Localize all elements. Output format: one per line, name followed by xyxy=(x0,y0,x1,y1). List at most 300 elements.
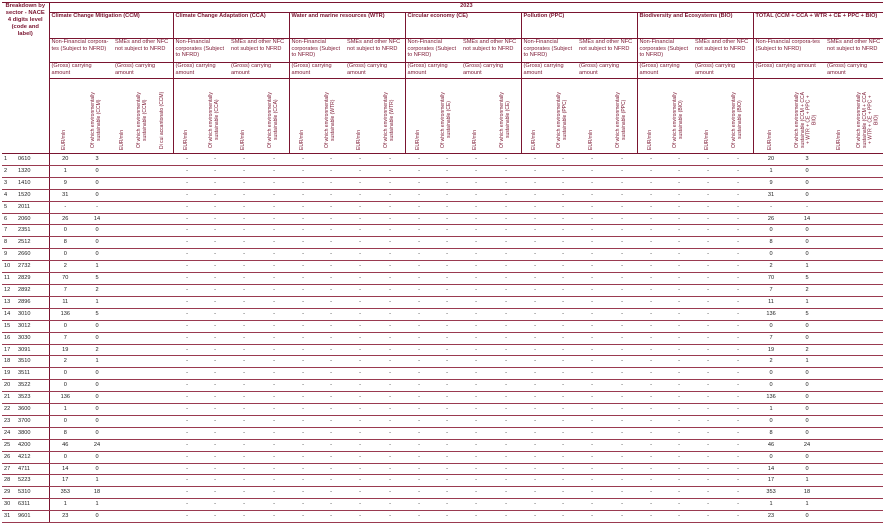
sme-eur: - xyxy=(345,332,375,344)
nfc-sustainable: - xyxy=(665,308,693,320)
sme-sustainable: - xyxy=(259,404,289,416)
sme-sustainable: - xyxy=(607,392,637,404)
nace-code: 2732 xyxy=(16,261,49,273)
sme-eur: - xyxy=(345,487,375,499)
nfc-eur: - xyxy=(173,427,201,439)
ccm-nfc-eur: 136 xyxy=(49,308,81,320)
ccm-sme-eur xyxy=(113,511,133,523)
nfc-sustainable: - xyxy=(201,487,229,499)
row-number: 25 xyxy=(2,439,16,451)
total-sme-sustainable xyxy=(854,284,883,296)
nfc-eur: - xyxy=(521,404,549,416)
ccm-nfc-sustainable: 0 xyxy=(81,320,113,332)
ccm-sme-provision xyxy=(153,404,173,416)
total-nfc-eur: 46 xyxy=(753,439,789,451)
taxonomy-table xyxy=(2,2,883,523)
sme-sustainable: - xyxy=(259,249,289,261)
sme-sustainable: - xyxy=(607,368,637,380)
ccm-sme-sustainable xyxy=(133,261,153,273)
table-body xyxy=(2,154,883,523)
nfc-sustainable: - xyxy=(549,356,577,368)
measure-label: Of which environmentally sustainable (BIO) xyxy=(672,92,685,149)
sme-eur: - xyxy=(229,225,259,237)
sme-eur: - xyxy=(693,177,723,189)
nfc-sustainable: - xyxy=(433,427,461,439)
sme-sustainable: - xyxy=(259,308,289,320)
ccm-nfc-eur: 7 xyxy=(49,332,81,344)
sme-sustainable: - xyxy=(491,261,521,273)
sme-eur: - xyxy=(693,439,723,451)
sme-subheader: SMEs and other NFC not subject to NFRD xyxy=(577,39,637,63)
table-row xyxy=(2,368,883,380)
nfc-eur: - xyxy=(637,356,665,368)
nfc-sustainable: - xyxy=(549,487,577,499)
nfc-sustainable: - xyxy=(201,249,229,261)
sme-eur: - xyxy=(461,237,491,249)
total-sme-eur xyxy=(825,451,854,463)
sme-eur: - xyxy=(229,475,259,487)
nfc-eur: - xyxy=(637,332,665,344)
sme-sustainable: - xyxy=(607,284,637,296)
ccm-sme-eur xyxy=(113,368,133,380)
sme-eur: - xyxy=(461,511,491,523)
nfc-eur: - xyxy=(173,451,201,463)
ccm-nfc-sustainable: 24 xyxy=(81,439,113,451)
nfc-sustainable: - xyxy=(317,177,345,189)
sme-sustainable: - xyxy=(607,487,637,499)
subgroup-row xyxy=(2,39,883,63)
sme-eur: - xyxy=(229,404,259,416)
nfc-sustainable: - xyxy=(201,439,229,451)
total-nfc-sustainable: 0 xyxy=(789,225,825,237)
measure-header xyxy=(461,79,491,154)
nfc-sustainable: - xyxy=(317,225,345,237)
nfc-eur: - xyxy=(289,261,317,273)
nace-code: 3800 xyxy=(16,427,49,439)
ccm-sme-sustainable xyxy=(133,273,153,285)
measure-header xyxy=(49,79,81,154)
nfc-eur: - xyxy=(405,392,433,404)
nfc-sustainable: - xyxy=(201,201,229,213)
sme-sustainable: - xyxy=(375,320,405,332)
nfc-eur: - xyxy=(521,237,549,249)
nfc-eur: - xyxy=(637,499,665,511)
sme-eur: - xyxy=(345,165,375,177)
nfc-sustainable: - xyxy=(201,154,229,166)
nfc-sustainable: - xyxy=(317,487,345,499)
table-row xyxy=(2,475,883,487)
nace-code: 1520 xyxy=(16,189,49,201)
nfc-sustainable: - xyxy=(433,368,461,380)
sme-sustainable: - xyxy=(375,451,405,463)
sme-eur: - xyxy=(693,237,723,249)
ccm-sme-sustainable xyxy=(133,511,153,523)
nfc-sustainable: - xyxy=(665,296,693,308)
sme-eur: - xyxy=(345,213,375,225)
nfc-eur: - xyxy=(405,177,433,189)
total-nfc-eur: 8 xyxy=(753,427,789,439)
total-sme-eur xyxy=(825,249,854,261)
measure-label: EUR/mln xyxy=(415,130,422,151)
sme-eur: - xyxy=(577,380,607,392)
ccm-sme-sustainable xyxy=(133,296,153,308)
sme-eur: - xyxy=(693,368,723,380)
ccm-nfc-sustainable: 1 xyxy=(81,261,113,273)
sme-sustainable: - xyxy=(259,356,289,368)
table-row xyxy=(2,296,883,308)
nfc-subheader: Non-Financial corporates (Subject to NFRD) xyxy=(289,39,345,63)
nfc-eur: - xyxy=(289,344,317,356)
amount-header: (Gross) carrying amount xyxy=(49,63,113,79)
nfc-sustainable: - xyxy=(665,273,693,285)
sme-eur: - xyxy=(693,273,723,285)
nfc-eur: - xyxy=(289,463,317,475)
nfc-eur: - xyxy=(173,511,201,523)
total-nfc-sustainable: 0 xyxy=(789,511,825,523)
sme-sustainable: - xyxy=(723,189,753,201)
sme-sustainable: - xyxy=(723,225,753,237)
nfc-sustainable: - xyxy=(665,427,693,439)
ccm-sme-eur xyxy=(113,427,133,439)
total-sme-sustainable xyxy=(854,249,883,261)
nfc-sustainable: - xyxy=(665,499,693,511)
sme-eur: - xyxy=(461,380,491,392)
nfc-sustainable: - xyxy=(201,177,229,189)
nfc-eur: - xyxy=(173,177,201,189)
nfc-eur: - xyxy=(289,475,317,487)
sme-sustainable: - xyxy=(607,511,637,523)
sme-eur: - xyxy=(693,296,723,308)
sme-sustainable: - xyxy=(607,451,637,463)
ccm-sme-provision xyxy=(153,368,173,380)
nfc-eur: - xyxy=(289,213,317,225)
ccm-sme-sustainable xyxy=(133,439,153,451)
table-row xyxy=(2,237,883,249)
sme-sustainable: - xyxy=(375,308,405,320)
ccm-nfc-eur: 17 xyxy=(49,475,81,487)
nfc-sustainable: - xyxy=(549,392,577,404)
nfc-eur: - xyxy=(637,177,665,189)
measure-label: Of which environmentally sustainable (PPC) xyxy=(614,92,627,149)
total-nfc-sustainable: 0 xyxy=(789,415,825,427)
measure-label: EUR/mln xyxy=(119,130,126,151)
ccm-nfc-eur: 8 xyxy=(49,237,81,249)
sme-sustainable: - xyxy=(491,380,521,392)
sme-eur: - xyxy=(693,499,723,511)
ccm-sme-eur xyxy=(113,344,133,356)
nfc-sustainable: - xyxy=(549,237,577,249)
measure-header xyxy=(433,79,461,154)
group-header: Climate Change Mitigation (CCM) xyxy=(49,13,173,39)
table-row xyxy=(2,344,883,356)
sme-sustainable: - xyxy=(259,154,289,166)
nfc-sustainable: - xyxy=(665,463,693,475)
sme-sustainable: - xyxy=(723,475,753,487)
nfc-eur: - xyxy=(521,261,549,273)
nfc-eur: - xyxy=(173,404,201,416)
nfc-sustainable: - xyxy=(433,356,461,368)
sme-eur: - xyxy=(461,439,491,451)
nfc-eur: - xyxy=(405,487,433,499)
nfc-eur: - xyxy=(521,296,549,308)
total-sme-sustainable xyxy=(854,320,883,332)
sme-sustainable: - xyxy=(491,415,521,427)
sme-eur: - xyxy=(577,415,607,427)
ccm-sme-sustainable xyxy=(133,165,153,177)
row-number: 9 xyxy=(2,249,16,261)
measure-label: Of which environmentally sustainable (CCA) xyxy=(266,92,279,149)
sme-eur: - xyxy=(693,511,723,523)
measure-header xyxy=(521,79,549,154)
sme-eur: - xyxy=(577,404,607,416)
nfc-eur: - xyxy=(637,249,665,261)
sme-eur: - xyxy=(461,475,491,487)
nfc-sustainable: - xyxy=(665,487,693,499)
nace-code: 3030 xyxy=(16,332,49,344)
total-nfc-eur: 70 xyxy=(753,273,789,285)
ccm-sme-sustainable xyxy=(133,404,153,416)
sme-sustainable: - xyxy=(723,463,753,475)
nfc-sustainable: - xyxy=(433,499,461,511)
sme-sustainable: - xyxy=(375,261,405,273)
ccm-sme-sustainable xyxy=(133,415,153,427)
sme-sustainable: - xyxy=(723,177,753,189)
sme-sustainable: - xyxy=(375,368,405,380)
sme-eur: - xyxy=(345,296,375,308)
nfc-sustainable: - xyxy=(201,415,229,427)
ccm-sme-eur xyxy=(113,177,133,189)
nfc-eur: - xyxy=(637,201,665,213)
sme-sustainable: - xyxy=(259,189,289,201)
sme-eur: - xyxy=(345,320,375,332)
ccm-sme-eur xyxy=(113,154,133,166)
sme-eur: - xyxy=(577,154,607,166)
nfc-eur: - xyxy=(405,415,433,427)
sme-eur: - xyxy=(693,356,723,368)
nfc-sustainable: - xyxy=(201,463,229,475)
nfc-eur: - xyxy=(521,249,549,261)
row-number: 10 xyxy=(2,261,16,273)
total-sme-sustainable xyxy=(854,296,883,308)
ccm-nfc-eur: 31 xyxy=(49,189,81,201)
nfc-eur: - xyxy=(289,368,317,380)
nfc-eur: - xyxy=(405,261,433,273)
nfc-eur: - xyxy=(289,165,317,177)
total-sme-sustainable xyxy=(854,237,883,249)
total-sme-sustainable xyxy=(854,380,883,392)
nfc-sustainable: - xyxy=(433,380,461,392)
nfc-eur: - xyxy=(521,451,549,463)
ccm-sme-eur xyxy=(113,237,133,249)
nfc-eur: - xyxy=(637,308,665,320)
measure-header xyxy=(825,79,854,154)
sme-sustainable: - xyxy=(723,165,753,177)
ccm-sme-eur xyxy=(113,284,133,296)
nfc-subheader: Non-Financial corporates (Subject to NFRD) xyxy=(173,39,229,63)
nfc-sustainable: - xyxy=(317,451,345,463)
sme-eur: - xyxy=(229,463,259,475)
amount-header: (Gross) carrying amount xyxy=(229,63,289,79)
total-nfc-sustainable: 0 xyxy=(789,451,825,463)
nfc-sustainable: - xyxy=(665,511,693,523)
sme-eur: - xyxy=(461,451,491,463)
sme-subheader: SMEs and other NFC not subject to NFRD xyxy=(113,39,173,63)
sme-eur: - xyxy=(461,356,491,368)
sme-sustainable: - xyxy=(375,201,405,213)
sme-sustainable: - xyxy=(491,308,521,320)
ccm-nfc-sustainable: 14 xyxy=(81,213,113,225)
nfc-subheader: Non-Financial corpora-tes (Subject to NFRD) xyxy=(753,39,825,63)
nfc-sustainable: - xyxy=(317,475,345,487)
ccm-sme-provision xyxy=(153,154,173,166)
sme-sustainable: - xyxy=(723,320,753,332)
sme-eur: - xyxy=(229,213,259,225)
nfc-eur: - xyxy=(637,296,665,308)
table-row xyxy=(2,511,883,523)
nace-code: 2351 xyxy=(16,225,49,237)
sme-sustainable: - xyxy=(259,225,289,237)
row-number: 21 xyxy=(2,392,16,404)
ccm-sme-provision xyxy=(153,511,173,523)
sme-sustainable: - xyxy=(375,284,405,296)
sme-eur: - xyxy=(461,273,491,285)
nfc-sustainable: - xyxy=(317,189,345,201)
amount-header: (Gross) carrying amount xyxy=(753,63,825,79)
total-sme-sustainable xyxy=(854,487,883,499)
measure-header xyxy=(81,79,113,154)
measure-label: EUR/mln xyxy=(472,130,479,151)
sme-eur: - xyxy=(577,213,607,225)
ccm-nfc-eur: 0 xyxy=(49,225,81,237)
row-number: 15 xyxy=(2,320,16,332)
nfc-eur: - xyxy=(405,511,433,523)
nfc-sustainable: - xyxy=(201,284,229,296)
sme-sustainable: - xyxy=(259,392,289,404)
nfc-eur: - xyxy=(637,415,665,427)
ccm-sme-provision xyxy=(153,427,173,439)
total-sme-eur xyxy=(825,237,854,249)
total-sme-eur xyxy=(825,392,854,404)
ccm-sme-eur xyxy=(113,225,133,237)
ccm-nfc-eur: 19 xyxy=(49,344,81,356)
sme-sustainable: - xyxy=(375,439,405,451)
table-row xyxy=(2,463,883,475)
nfc-sustainable: - xyxy=(549,213,577,225)
nace-code: 2011 xyxy=(16,201,49,213)
row-number: 29 xyxy=(2,487,16,499)
sme-sustainable: - xyxy=(491,511,521,523)
ccm-sme-provision xyxy=(153,308,173,320)
nfc-eur: - xyxy=(173,154,201,166)
table-row xyxy=(2,284,883,296)
nfc-sustainable: - xyxy=(433,439,461,451)
sme-eur: - xyxy=(577,427,607,439)
nfc-eur: - xyxy=(289,415,317,427)
row-number: 7 xyxy=(2,225,16,237)
total-nfc-eur: 31 xyxy=(753,189,789,201)
sme-sustainable: - xyxy=(607,439,637,451)
nfc-eur: - xyxy=(173,213,201,225)
ccm-sme-provision xyxy=(153,356,173,368)
nfc-eur: - xyxy=(637,380,665,392)
nfc-eur: - xyxy=(637,213,665,225)
nfc-sustainable: - xyxy=(433,332,461,344)
sme-sustainable: - xyxy=(375,380,405,392)
sme-sustainable: - xyxy=(259,380,289,392)
ccm-sme-eur xyxy=(113,332,133,344)
sme-eur: - xyxy=(461,499,491,511)
nfc-eur: - xyxy=(521,273,549,285)
nfc-eur: - xyxy=(289,499,317,511)
nfc-eur: - xyxy=(405,308,433,320)
sme-eur: - xyxy=(345,201,375,213)
sme-sustainable: - xyxy=(259,332,289,344)
sme-eur: - xyxy=(577,451,607,463)
sme-eur: - xyxy=(345,356,375,368)
total-sme-eur xyxy=(825,273,854,285)
nfc-sustainable: - xyxy=(201,225,229,237)
sme-eur: - xyxy=(577,273,607,285)
sme-sustainable: - xyxy=(723,392,753,404)
sme-sustainable: - xyxy=(259,261,289,273)
total-sme-sustainable xyxy=(854,511,883,523)
nfc-sustainable: - xyxy=(433,201,461,213)
row-number: 4 xyxy=(2,189,16,201)
ccm-nfc-eur: 8 xyxy=(49,427,81,439)
ccm-sme-eur xyxy=(113,392,133,404)
total-sme-eur xyxy=(825,261,854,273)
nfc-sustainable: - xyxy=(201,332,229,344)
sme-sustainable: - xyxy=(491,249,521,261)
nfc-sustainable: - xyxy=(433,225,461,237)
nfc-eur: - xyxy=(405,380,433,392)
nfc-eur: - xyxy=(289,154,317,166)
nfc-sustainable: - xyxy=(317,273,345,285)
ccm-sme-eur xyxy=(113,439,133,451)
sme-sustainable: - xyxy=(723,487,753,499)
row-number: 19 xyxy=(2,368,16,380)
table-row xyxy=(2,320,883,332)
ccm-sme-eur xyxy=(113,308,133,320)
ccm-nfc-eur: 2 xyxy=(49,356,81,368)
total-sme-eur xyxy=(825,499,854,511)
sme-sustainable: - xyxy=(723,344,753,356)
ccm-sme-provision xyxy=(153,237,173,249)
sme-eur: - xyxy=(345,368,375,380)
nfc-eur: - xyxy=(637,427,665,439)
row-number: 13 xyxy=(2,296,16,308)
sme-sustainable: - xyxy=(607,475,637,487)
total-nfc-sustainable: 0 xyxy=(789,427,825,439)
total-sme-eur xyxy=(825,320,854,332)
sme-eur: - xyxy=(693,261,723,273)
nfc-sustainable: - xyxy=(433,463,461,475)
nace-code: 3523 xyxy=(16,392,49,404)
nfc-eur: - xyxy=(405,463,433,475)
sme-sustainable: - xyxy=(375,356,405,368)
sme-eur: - xyxy=(577,332,607,344)
sme-eur: - xyxy=(229,201,259,213)
nfc-sustainable: - xyxy=(549,284,577,296)
total-sme-sustainable xyxy=(854,439,883,451)
sme-subheader: SMEs and other NFC not subject to NFRD xyxy=(693,39,753,63)
nfc-sustainable: - xyxy=(201,308,229,320)
sme-sustainable: - xyxy=(607,177,637,189)
nfc-sustainable: - xyxy=(665,201,693,213)
ccm-sme-provision xyxy=(153,284,173,296)
sme-sustainable: - xyxy=(375,344,405,356)
total-nfc-eur: 0 xyxy=(753,451,789,463)
